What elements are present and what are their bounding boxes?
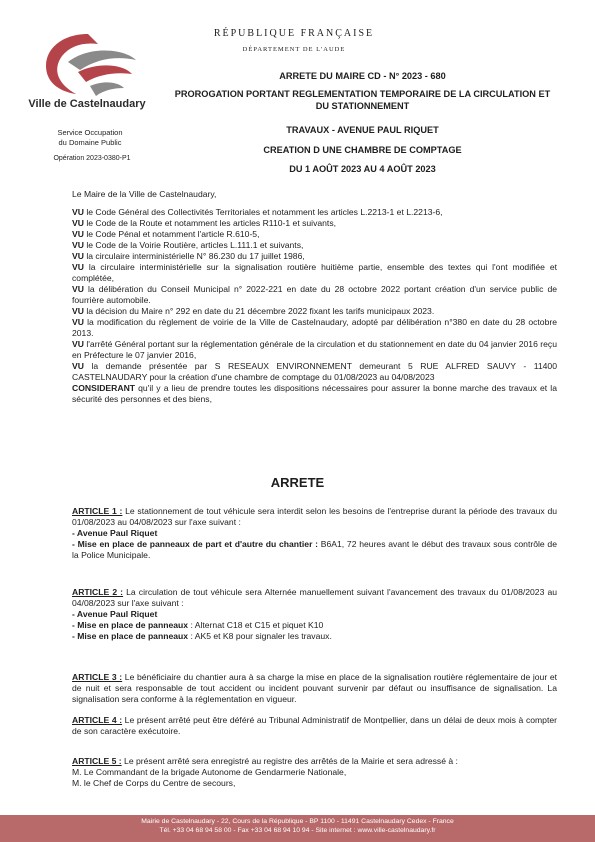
departement: DÉPARTEMENT DE L'AUDE: [242, 46, 346, 53]
vu-keyword: VU: [72, 317, 84, 327]
vu-keyword: VU: [72, 218, 84, 228]
vu-item: [72, 339, 557, 361]
article-5: [72, 756, 557, 789]
dates-line: DU 1 AOÛT 2023 AU 4 AOÛT 2023: [289, 164, 436, 174]
article-4-label: ARTICLE 4 :: [72, 715, 123, 725]
service-line1: Service Occupation: [57, 128, 123, 137]
vu-keyword: VU: [72, 251, 84, 261]
footer-line1: Mairie de Castelnaudary - 22, Cours de la République - BP 1100 - 11491 Castelnaudary Cedex - France: [141, 818, 454, 825]
preamble: [72, 189, 557, 405]
vu-text: le Code Pénal et notamment l'article R.610-5,: [83, 229, 260, 239]
article-2-mise2-label: - Mise en place de panneaux: [72, 631, 189, 641]
article-5-text: Le présent arrêté sera enregistré au registre des arrêtés de la Mairie et sera adressé à :: [121, 756, 458, 766]
article-3: [72, 672, 557, 705]
article-4-text: Le présent arrêté peut être déféré au Tribunal Administratif de Montpellier, dans un délai de deux mois à compter de son caractère exécutoire.: [72, 715, 557, 736]
vu-keyword: VU: [72, 339, 84, 349]
article-2-mise1-text: : Alternat C18 et C15 et piquet K10: [188, 620, 324, 630]
ville-name: Ville de Castelnaudary: [28, 98, 146, 110]
article-3-text: Le bénéficiaire du chantier aura à sa charge la mise en place de la signalisation routière réglementaire de jour et de nuit et sera responsable de tout accident ou incident pouvant survenir par défaut ou insuffisance de signalisation. La signalisation sera conforme à la réglementation en vigueur.: [72, 672, 558, 704]
vu-list: [72, 207, 557, 405]
title-line2: DU STATIONNEMENT: [315, 101, 410, 111]
vu-item: [72, 251, 557, 262]
article-1-axe: - Avenue Paul Riquet: [72, 528, 158, 538]
vu-item: [72, 207, 557, 218]
vu-keyword: VU: [72, 306, 84, 316]
article-2-label: ARTICLE 2 :: [72, 587, 124, 597]
vu-item: [72, 361, 557, 383]
vu-keyword: VU: [72, 240, 84, 250]
vu-text: le Code de la Route et notamment les articles R110-1 et suivants,: [83, 218, 337, 228]
travaux-line: TRAVAUX - AVENUE PAUL RIQUET: [286, 125, 439, 135]
vu-item: [72, 383, 557, 405]
vu-item: [72, 229, 557, 240]
footer-line2: Tél. +33 04 68 94 58 00 - Fax +33 04 68 94 10 94 - Site internet : www.ville-castelnaudary.fr: [159, 827, 436, 834]
vu-item: [72, 284, 557, 306]
vu-text: la circulaire interministérielle sur la signalisation routière huitième partie, ensemble des textes qui l'ont modifiée et complétée,: [72, 262, 557, 283]
article-1-label: ARTICLE 1 :: [72, 506, 123, 516]
vu-text: la modification du règlement de voirie de la Ville de Castelnaudary, adopté par délibération n°380 en date du 28 octobre 2013.: [72, 317, 557, 338]
vu-item: [72, 262, 557, 284]
article-1-mise-label: - Mise en place de panneaux de part et d'autre du chantier :: [72, 539, 319, 549]
article-2-axe: - Avenue Paul Riquet: [72, 609, 158, 619]
creation-line: CREATION D UNE CHAMBRE DE COMPTAGE: [263, 145, 462, 155]
operation-number: Opération 2023-0380-P1: [53, 155, 131, 162]
vu-item: [72, 218, 557, 229]
article-1-text: Le stationnement de tout véhicule sera interdit selon les besoins de l'entreprise durant la période des travaux du 01/08/2023 au 04/08/2023 sur l'axe suivant :: [72, 506, 558, 527]
vu-keyword: VU: [72, 361, 84, 371]
title-line1: PROROGATION PORTANT REGLEMENTATION TEMPORAIRE DE LA CIRCULATION ET: [174, 89, 551, 99]
republique-francaise: RÉPUBLIQUE FRANÇAISE: [213, 28, 375, 39]
vu-keyword: CONSIDERANT: [72, 383, 136, 393]
vu-keyword: VU: [72, 284, 84, 294]
article-2-mise1-label: - Mise en place de panneaux: [72, 620, 189, 630]
vu-item: [72, 240, 557, 251]
article-2: [72, 587, 557, 642]
vu-text: la demande présentée par S RESEAUX ENVIRONNEMENT demeurant 5 RUE ALFRED SAUVY - 11400 CASTELNAUDARY pour la création d'une chambre de comptage du 01/08/2023 au 04/08/2023: [72, 361, 557, 382]
vu-text: la délibération du Conseil Municipal n° 2022-221 en date du 28 octobre 2022 portant création d'un service public de fourrière automobile.: [72, 284, 557, 305]
vu-text: le Code de la Voirie Routière, articles L.111.1 et suivants,: [83, 240, 304, 250]
article-5-line1: M. Le Commandant de la brigade Autonome de Gendarmerie Nationale,: [72, 767, 347, 777]
vu-text: l'arrêté Général portant sur la réglementation générale de la circulation et du stationnement en date du 04 janvier 2016 reçu en Préfecture le 07 janvier 2016,: [72, 339, 557, 360]
vu-item: [72, 306, 557, 317]
article-1: [72, 506, 557, 561]
vu-text: la circulaire interministérielle N° 86.230 du 17 juillet 1986,: [83, 251, 305, 261]
article-3-label: ARTICLE 3 :: [72, 672, 123, 682]
ville-logo: [28, 26, 148, 106]
service-line2: du Domaine Public: [58, 138, 122, 147]
vu-text: le Code Général des Collectivités Territoriales et notamment les articles L.2213-1 et L.2213-6,: [83, 207, 443, 217]
vu-item: [72, 317, 557, 339]
article-2-text: La circulation de tout véhicule sera Alternée manuellement suivant l'avancement des travaux du 01/08/2023 au 04/08/2023 sur l'axe suivant :: [72, 587, 558, 608]
arrete-heading: ARRETE: [270, 475, 325, 490]
article-5-line2: M. le Chef de Corps du Centre de secours,: [72, 778, 236, 788]
footer: [0, 815, 595, 842]
vu-text: la décision du Maire n° 292 en date du 21 décembre 2022 fixant les tarifs municipaux 2023.: [83, 306, 435, 316]
arrete-number: ARRETE DU MAIRE CD - N° 2023 - 680: [279, 71, 446, 81]
vu-keyword: VU: [72, 262, 84, 272]
article-4: [72, 715, 557, 737]
vu-keyword: VU: [72, 207, 84, 217]
intro: Le Maire de la Ville de Castelnaudary,: [72, 189, 217, 199]
article-5-label: ARTICLE 5 :: [72, 756, 122, 766]
article-2-mise2-text: : AK5 et K8 pour signaler les travaux.: [188, 631, 332, 641]
service-label: [20, 128, 160, 148]
vu-keyword: VU: [72, 229, 84, 239]
vu-text: qu'il y a lieu de prendre toutes les dispositions nécessaires pour assurer la bonne marche des travaux et la sécurité des personnes et des biens,: [72, 383, 557, 404]
article-1-mise-text: B6A1, 72 heures avant le début des travaux sous contrôle de la Police Municipale.: [72, 539, 557, 560]
